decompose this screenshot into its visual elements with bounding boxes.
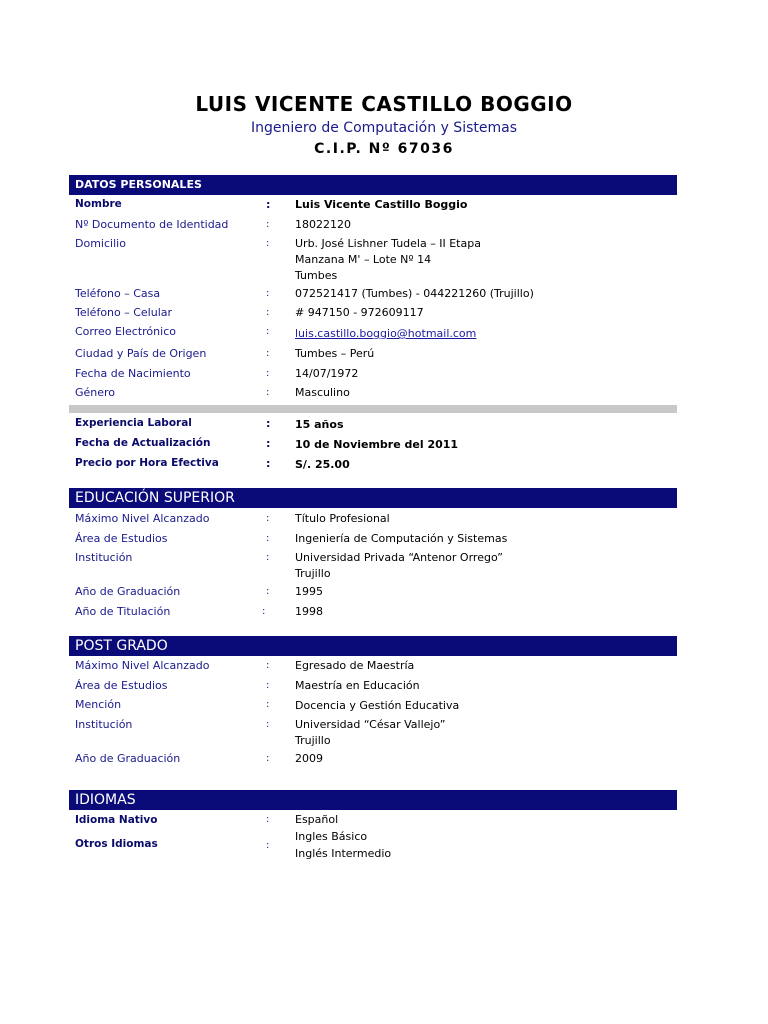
- separator: :: [266, 238, 270, 249]
- separator: :: [266, 198, 271, 211]
- value-anio-graduacion: 1995: [295, 585, 323, 598]
- label-max-nivel: Máximo Nivel Alcanzado: [75, 512, 210, 525]
- separator: :: [266, 753, 270, 764]
- email-link-wrapper: [295, 326, 476, 342]
- separator: :: [266, 457, 271, 470]
- value-genero: Masculino: [295, 386, 350, 399]
- section-header-postgrad: POST GRADO: [69, 636, 677, 656]
- separator: :: [266, 437, 271, 450]
- value-otros-idiomas-line2: Inglés Intermedio: [295, 847, 392, 860]
- value-idioma-nativo: Español: [295, 813, 339, 826]
- separator: :: [266, 348, 270, 359]
- value-anio-graduacion: 2009: [295, 752, 323, 765]
- label-mencion: Mención: [75, 698, 122, 711]
- label-genero: Género: [75, 386, 116, 399]
- value-fecha-nacimiento: 14/07/1972: [295, 367, 359, 380]
- separator: :: [266, 219, 270, 230]
- label-ciudad: Ciudad y País de Origen: [75, 347, 207, 360]
- label-max-nivel: Máximo Nivel Alcanzado: [75, 659, 210, 672]
- value-telefono-casa: 072521417 (Tumbes) - 044221260 (Trujillo): [295, 287, 534, 300]
- label-area-estudios: Área de Estudios: [75, 532, 168, 545]
- divider: [69, 405, 677, 413]
- separator: :: [266, 840, 270, 851]
- separator: :: [266, 533, 270, 544]
- value-fecha-actualizacion: 10 de Noviembre del 2011: [295, 438, 459, 451]
- label-nombre: Nombre: [75, 198, 122, 210]
- value-documento: 18022120: [295, 218, 351, 231]
- label-correo: Correo Electrónico: [75, 325, 176, 338]
- label-documento: Nº Documento de Identidad: [75, 218, 229, 231]
- value-nombre: Luis Vicente Castillo Boggio: [295, 198, 468, 211]
- separator: :: [266, 513, 270, 524]
- value-mencion: Docencia y Gestión Educativa: [295, 699, 460, 712]
- section-header-languages: IDIOMAS: [69, 790, 677, 810]
- label-institucion: Institución: [75, 718, 133, 731]
- value-max-nivel: Título Profesional: [295, 512, 390, 525]
- value-domicilio-line1: Urb. José Lishner Tudela – II Etapa: [295, 237, 481, 250]
- label-fecha-actualizacion: Fecha de Actualización: [75, 437, 211, 449]
- label-fecha-nacimiento: Fecha de Nacimiento: [75, 367, 191, 380]
- value-area-estudios: Maestría en Educación: [295, 679, 420, 692]
- separator: :: [266, 719, 270, 730]
- value-area-estudios: Ingeniería de Computación y Sistemas: [295, 532, 508, 545]
- separator: :: [266, 417, 271, 430]
- label-anio-graduacion: Año de Graduación: [75, 585, 181, 598]
- separator: :: [266, 814, 270, 825]
- cip-number: C.I.P. Nº 67036: [314, 141, 454, 157]
- value-precio-hora: S/. 25.00: [295, 458, 350, 471]
- label-area-estudios: Área de Estudios: [75, 679, 168, 692]
- separator: :: [266, 368, 270, 379]
- label-anio-titulacion: Año de Titulación: [75, 605, 171, 618]
- label-telefono-celular: Teléfono – Celular: [75, 306, 173, 319]
- label-otros-idiomas: Otros Idiomas: [75, 838, 158, 850]
- value-institucion-line1: Universidad Privada “Antenor Orrego”: [295, 551, 503, 564]
- label-idioma-nativo: Idioma Nativo: [75, 814, 158, 826]
- separator: :: [266, 326, 270, 337]
- value-domicilio-line2: Manzana M' – Lote Nº 14: [295, 253, 432, 266]
- separator: :: [266, 552, 270, 563]
- value-otros-idiomas-line1: Ingles Básico: [295, 830, 368, 843]
- value-domicilio-line3: Tumbes: [295, 269, 338, 282]
- label-domicilio: Domicilio: [75, 237, 126, 250]
- value-institucion-line1: Universidad “César Vallejo”: [295, 718, 446, 731]
- separator: :: [266, 307, 270, 318]
- label-anio-graduacion: Año de Graduación: [75, 752, 181, 765]
- separator: :: [266, 586, 270, 597]
- label-precio-hora: Precio por Hora Efectiva: [75, 457, 219, 469]
- label-telefono-casa: Teléfono – Casa: [75, 287, 161, 300]
- value-telefono-celular: # 947150 - 972609117: [295, 306, 424, 319]
- value-ciudad: Tumbes – Perú: [295, 347, 375, 360]
- person-name: LUIS VICENTE CASTILLO BOGGIO: [195, 92, 573, 116]
- value-institucion-line2: Trujillo: [295, 734, 331, 747]
- email-link[interactable]: luis.castillo.boggio@hotmail.com: [295, 327, 477, 340]
- separator: :: [266, 387, 270, 398]
- separator: :: [262, 606, 266, 617]
- separator: :: [266, 288, 270, 299]
- section-header-personal: DATOS PERSONALES: [69, 175, 677, 195]
- separator: :: [266, 699, 270, 710]
- label-institucion: Institución: [75, 551, 133, 564]
- label-experiencia: Experiencia Laboral: [75, 417, 192, 429]
- value-max-nivel: Egresado de Maestría: [295, 659, 415, 672]
- separator: :: [266, 680, 270, 691]
- value-experiencia: 15 años: [295, 418, 344, 431]
- separator: :: [266, 660, 270, 671]
- value-anio-titulacion: 1998: [295, 605, 323, 618]
- section-header-education: EDUCACIÓN SUPERIOR: [69, 488, 677, 508]
- profession: Ingeniero de Computación y Sistemas: [251, 120, 517, 136]
- value-institucion-line2: Trujillo: [295, 567, 331, 580]
